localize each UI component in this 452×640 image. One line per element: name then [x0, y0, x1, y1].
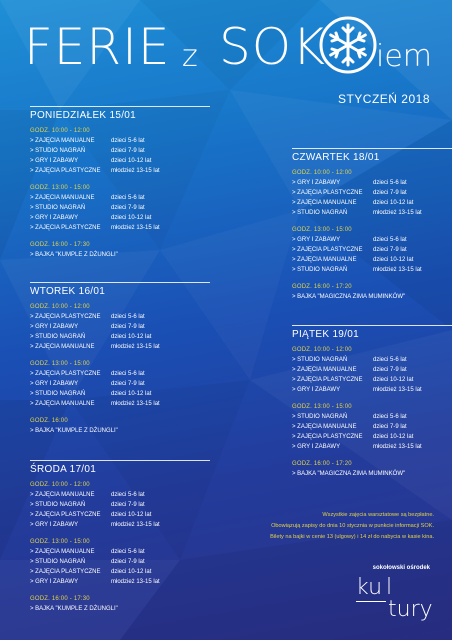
activity-name: > ZAJĘCIA MANUALNE: [30, 195, 95, 201]
age-group: dzieci 7-9 lat: [111, 381, 145, 387]
age-group: dzieci 10-12 lat: [373, 200, 414, 206]
session-block: [292, 227, 422, 275]
day-friday: [292, 325, 422, 488]
sok-logo: [342, 565, 432, 625]
activity-name: > ZAJĘCIA PLASTYCZNE: [30, 225, 101, 231]
activity-row: [292, 385, 422, 395]
age-group: dzieci 7-9 lat: [111, 502, 145, 508]
activity-row: [30, 567, 160, 577]
activity-row: [292, 432, 422, 442]
activity-row: [292, 198, 422, 208]
activity-row: [292, 178, 422, 188]
movie-title: > BAJKA "KUMPLE Z DŻUNGLI": [30, 606, 118, 612]
activity-name: > STUDIO NAGRAŃ: [292, 414, 348, 420]
activity-name: > ZAJĘCIA PLASTYCZNE: [292, 434, 363, 440]
session-block: [292, 404, 422, 452]
poster-title: [24, 16, 434, 86]
session-block: [30, 418, 160, 436]
age-group: dzieci 10-12 lat: [111, 215, 152, 221]
session-time: GODZ. 13:00 - 15:00: [292, 404, 352, 410]
session-block: [292, 461, 422, 479]
age-group: dzieci 5-6 lat: [373, 357, 407, 363]
logo-divider: [356, 601, 386, 602]
activity-row: [292, 375, 422, 385]
activity-row: [292, 365, 422, 375]
session-time: GODZ. 10:00 - 12:00: [30, 128, 90, 134]
age-group: dzieci 5-6 lat: [373, 414, 407, 420]
activity-row: [30, 156, 160, 166]
activity-name: > ZAJĘCIA MANUALNE: [30, 138, 95, 144]
session-block: [292, 284, 422, 302]
session-time: GODZ. 16:00 - 17:30: [30, 242, 90, 248]
age-group: dzieci 5-6 lat: [111, 492, 145, 498]
day-title: CZWARTEK 18/01: [292, 152, 380, 163]
info-line-free: Wszystkie zajęcia warsztatowe są bezpłatne.: [322, 512, 434, 518]
activity-row: [30, 193, 160, 203]
day-title: WTOREK 16/01: [30, 286, 106, 297]
activity-name: > GRY I ZABAWY: [30, 579, 79, 585]
activity-row: [292, 422, 422, 432]
session-time: GODZ. 13:00 - 15:00: [30, 539, 90, 545]
activity-name: > GRY I ZABAWY: [292, 387, 341, 393]
activity-name: > ZAJĘCIA PLASTYCZNE: [30, 371, 101, 377]
activity-name: > ZAJĘCIA MANUALNE: [30, 401, 95, 407]
activity-row: [30, 510, 160, 520]
age-group: dzieci 7-9 lat: [373, 367, 407, 373]
age-group: dzieci 10-12 lat: [111, 158, 152, 164]
activity-name: > ZAJĘCIA PLASTYCZNE: [292, 377, 363, 383]
age-group: młodzież 13-15 lat: [111, 401, 160, 407]
activity-name: > GRY I ZABAWY: [292, 237, 341, 243]
section-divider: [292, 148, 452, 149]
activity-row: [30, 557, 160, 567]
session-block: [30, 242, 160, 260]
activity-name: > ZAJĘCIA MANUALNE: [292, 424, 357, 430]
snowflake-icon: [319, 16, 377, 74]
title-ferie: FERIE: [24, 18, 171, 76]
session-time: GODZ. 13:00 - 15:00: [292, 227, 352, 233]
movie-title: > BAJKA "MAGICZNA ZIMA MUMINKÓW": [292, 294, 406, 300]
age-group: młodzież 13-15 lat: [373, 444, 422, 450]
age-group: dzieci 5-6 lat: [111, 371, 145, 377]
session-block: [30, 361, 160, 409]
session-time: GODZ. 10:00 - 12:00: [30, 304, 90, 310]
activity-name: > STUDIO NAGRAŃ: [30, 391, 86, 397]
activity-name: > STUDIO NAGRAŃ: [292, 210, 348, 216]
session-block: [30, 482, 160, 530]
session-block: [30, 128, 160, 176]
activity-row: [292, 412, 422, 422]
activity-name: > STUDIO NAGRAŃ: [30, 334, 86, 340]
activity-name: > ZAJĘCIA PLASTYCZNE: [292, 247, 363, 253]
age-group: młodzież 13-15 lat: [111, 225, 160, 231]
age-group: dzieci 5-6 lat: [373, 180, 407, 186]
session-time: GODZ. 16:00 - 17:20: [292, 461, 352, 467]
activity-row: [30, 223, 160, 233]
activity-row: [30, 146, 160, 156]
session-time: GODZ. 10:00 - 12:00: [292, 170, 352, 176]
activity-name: > STUDIO NAGRAŃ: [30, 559, 86, 565]
activity-name: > STUDIO NAGRAŃ: [292, 357, 348, 363]
activity-row: [30, 379, 160, 389]
activity-name: > ZAJĘCIA MANUALNE: [292, 200, 357, 206]
age-group: młodzież 13-15 lat: [111, 579, 160, 585]
activity-row: [30, 136, 160, 146]
day-monday: [30, 106, 160, 269]
age-group: dzieci 5-6 lat: [111, 195, 145, 201]
activity-name: > STUDIO NAGRAŃ: [30, 205, 86, 211]
activity-row: [292, 208, 422, 218]
age-group: dzieci 7-9 lat: [111, 559, 145, 565]
logo-tury: tury: [388, 597, 433, 622]
activity-row: [30, 389, 160, 399]
session-time: GODZ. 10:00 - 12:00: [30, 482, 90, 488]
activity-name: > ZAJĘCIA PLASTYCZNE: [30, 168, 101, 174]
activity-row: [30, 490, 160, 500]
activity-row: [30, 399, 160, 409]
activity-name: > ZAJĘCIA MANUALNE: [292, 257, 357, 263]
activity-name: > GRY I ZABAWY: [292, 444, 341, 450]
age-group: młodzież 13-15 lat: [373, 267, 422, 273]
age-group: młodzież 13-15 lat: [111, 168, 160, 174]
activity-name: > ZAJĘCIA PLASTYCZNE: [30, 314, 101, 320]
age-group: dzieci 10-12 lat: [111, 512, 152, 518]
section-divider: [30, 460, 210, 461]
activity-row: [30, 500, 160, 510]
age-group: dzieci 5-6 lat: [111, 138, 145, 144]
session-block: [292, 170, 422, 218]
activity-name: > ZAJĘCIA PLASTYCZNE: [292, 190, 363, 196]
info-note: [209, 510, 434, 543]
session-time: GODZ. 10:00 - 12:00: [292, 347, 352, 353]
age-group: dzieci 7-9 lat: [373, 424, 407, 430]
session-time: GODZ. 16:00 - 17:20: [292, 284, 352, 290]
session-block: [30, 596, 160, 614]
logo-ku: ku: [356, 575, 383, 600]
session-time: GODZ. 13:00 - 15:00: [30, 361, 90, 367]
activity-row: [30, 332, 160, 342]
activity-name: > ZAJĘCIA MANUALNE: [292, 367, 357, 373]
session-block: [30, 185, 160, 233]
activity-name: > ZAJĘCIA MANUALNE: [30, 492, 95, 498]
activity-row: [30, 342, 160, 352]
age-group: dzieci 7-9 lat: [111, 324, 145, 330]
activity-name: > GRY I ZABAWY: [30, 324, 79, 330]
day-wednesday: [30, 460, 160, 623]
session-time: GODZ. 13:00 - 15:00: [30, 185, 90, 191]
movie-title: > BAJKA "KUMPLE Z DŻUNGLI": [30, 428, 118, 434]
logo-org-name: sokołowski ośrodek: [372, 565, 430, 571]
section-divider: [292, 325, 452, 326]
age-group: dzieci 10-12 lat: [111, 391, 152, 397]
activity-row: [292, 442, 422, 452]
age-group: dzieci 10-12 lat: [111, 569, 152, 575]
activity-name: > GRY I ZABAWY: [30, 381, 79, 387]
day-title: PONIEDZIAŁEK 15/01: [30, 110, 137, 121]
activity-row: [30, 369, 160, 379]
activity-row: [292, 255, 422, 265]
activity-row: [30, 577, 160, 587]
info-line-tickets: Bilety na bajki w cenie 13 (ulgowy) i 14 zł do nabycia w kasie kina.: [270, 534, 434, 540]
section-divider: [30, 106, 210, 107]
activity-name: > ZAJĘCIA PLASTYCZNE: [30, 569, 101, 575]
age-group: młodzież 13-15 lat: [111, 522, 160, 528]
activity-row: [292, 188, 422, 198]
title-sok: SOK: [219, 18, 326, 76]
activity-name: > ZAJĘCIA MANUALNE: [30, 344, 95, 350]
day-title: ŚRODA 17/01: [30, 464, 97, 475]
age-group: dzieci 10-12 lat: [373, 257, 414, 263]
activity-row: [292, 265, 422, 275]
session-time: GODZ. 16:00: [30, 418, 68, 424]
activity-row: [292, 355, 422, 365]
day-title: PIĄTEK 19/01: [292, 329, 359, 340]
info-line-registration: Obowiązują zapisy do dnia 10 stycznia w punkcie informacji SOK.: [271, 523, 434, 529]
activity-name: > GRY I ZABAWY: [30, 158, 79, 164]
activity-name: > GRY I ZABAWY: [30, 215, 79, 221]
activity-row: [30, 213, 160, 223]
activity-row: [30, 520, 160, 530]
activity-name: > GRY I ZABAWY: [30, 522, 79, 528]
title-z: z: [182, 39, 198, 74]
age-group: dzieci 5-6 lat: [111, 549, 145, 555]
age-group: dzieci 5-6 lat: [373, 237, 407, 243]
age-group: dzieci 10-12 lat: [373, 434, 414, 440]
session-block: [30, 304, 160, 352]
activity-name: > STUDIO NAGRAŃ: [292, 267, 348, 273]
activity-row: [30, 203, 160, 213]
activity-row: [292, 245, 422, 255]
activity-name: > STUDIO NAGRAŃ: [30, 148, 86, 154]
activity-row: [30, 547, 160, 557]
age-group: dzieci 7-9 lat: [373, 190, 407, 196]
session-block: [30, 539, 160, 587]
activity-row: [30, 322, 160, 332]
age-group: młodzież 13-15 lat: [373, 210, 422, 216]
logo-l: l: [386, 575, 393, 600]
age-group: dzieci 10-12 lat: [111, 334, 152, 340]
age-group: dzieci 10-12 lat: [373, 377, 414, 383]
age-group: młodzież 13-15 lat: [373, 387, 422, 393]
activity-row: [292, 235, 422, 245]
session-block: [292, 347, 422, 395]
age-group: dzieci 5-6 lat: [111, 314, 145, 320]
day-thursday: [292, 148, 422, 311]
movie-title: > BAJKA "KUMPLE Z DŻUNGLI": [30, 252, 118, 258]
activity-name: > ZAJĘCIA MANUALNE: [30, 549, 95, 555]
age-group: dzieci 7-9 lat: [111, 148, 145, 154]
activity-name: > STUDIO NAGRAŃ: [30, 502, 86, 508]
age-group: dzieci 7-9 lat: [111, 205, 145, 211]
activity-row: [30, 312, 160, 322]
month-label: STYCZEŃ 2018: [337, 92, 430, 106]
activity-name: > GRY I ZABAWY: [292, 180, 341, 186]
movie-title: > BAJKA "MAGICZNA ZIMA MUMINKÓW": [292, 471, 406, 477]
age-group: młodzież 13-15 lat: [111, 344, 160, 350]
title-iem: iem: [376, 39, 433, 74]
activity-row: [30, 166, 160, 176]
session-time: GODZ. 16:00 - 17:30: [30, 596, 90, 602]
day-tuesday: [30, 282, 160, 445]
activity-name: > ZAJĘCIA PLASTYCZNE: [30, 512, 101, 518]
age-group: dzieci 7-9 lat: [373, 247, 407, 253]
section-divider: [30, 282, 210, 283]
